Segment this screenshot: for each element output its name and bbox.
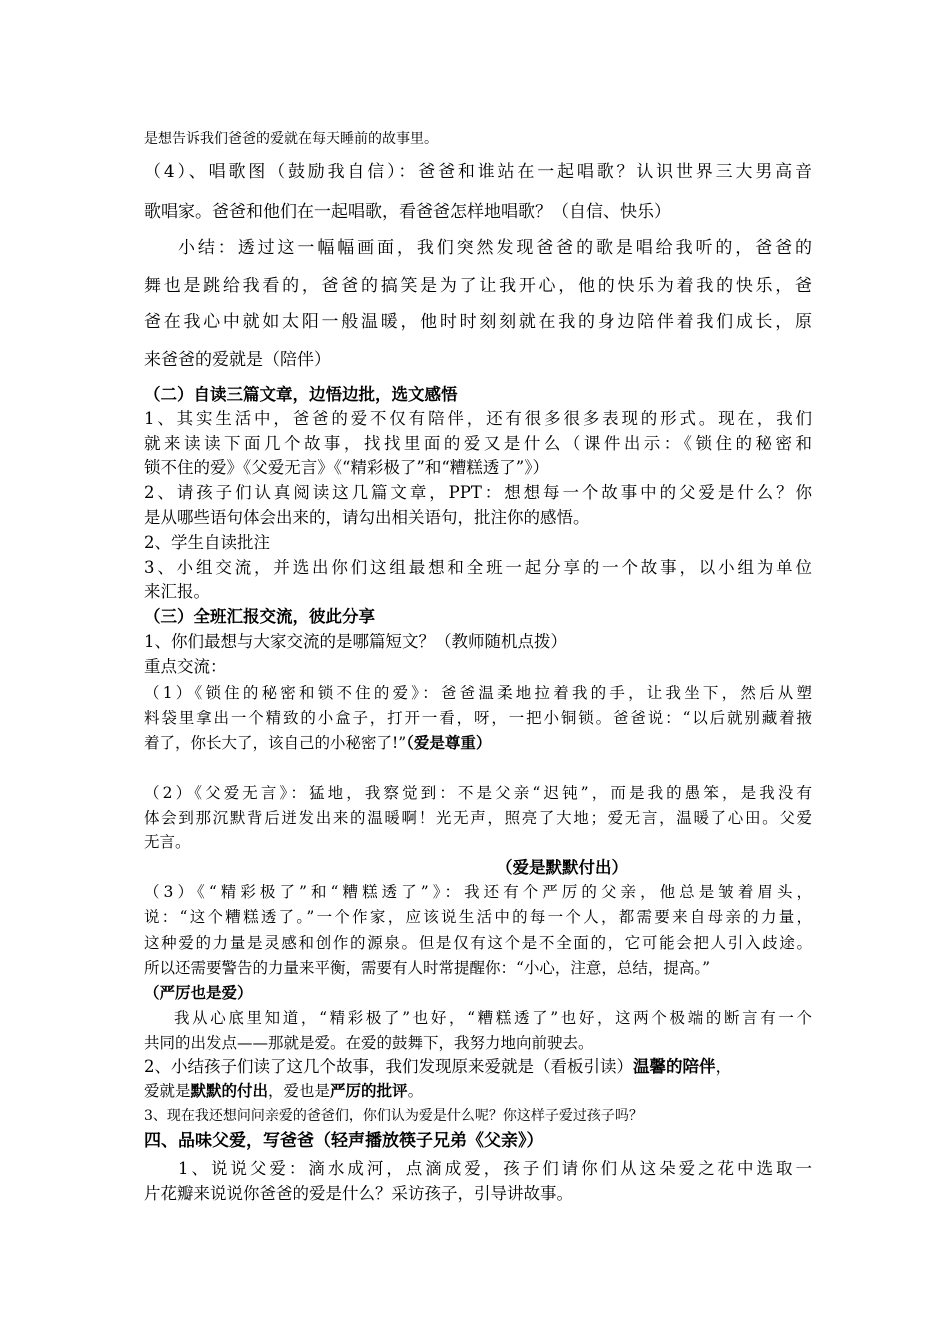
summary-keyword-companionship: 温馨的陪伴 [633,1057,716,1076]
summary-line-2: 舞也是跳给我看的，爸爸的搞笑是为了让我开心，他的快乐为着我的快乐，爸 [144,276,812,296]
singing-line-1: （4）、唱歌图（鼓励我自信）：爸爸和谁站在一起唱歌？认识世界三大男高音 [144,162,812,182]
story-3-tag: （严厉也是爱） [144,983,253,1002]
section-2-p2-line-1: 2、请孩子们认真阅读这几篇文章，PPT：想想每一个故事中的父爱是什么？你 [144,483,812,502]
section-2-p2-line-2: 是从哪些语句体会出来的，请勾出相关语句，批注你的感悟。 [144,508,590,527]
section-2-p1-line-1: 1、其实生活中，爸爸的爱不仅有陪伴，还有很多很多表现的形式。现在，我们 [144,409,812,428]
summary-line-4: 来爸爸的爱就是（陪伴） [144,350,331,370]
story-1-line-3: 着了，你长大了，该自己的小秘密了!”（爱是尊重） [144,733,492,752]
story-2-tag: （爱是默默付出） [496,858,628,877]
summary-keyword-strict-criticism: 严厉的批评 [330,1081,408,1100]
section-2-p3: 2、学生自读批注 [144,533,270,552]
story-1-line-1: （1）《锁住的秘密和锁不住的爱》：爸爸温柔地拉着我的手，让我坐下，然后从塑 [144,684,812,702]
singing-line-2: 歌唱家。爸爸和他们在一起唱歌，看爸爸怎样地唱歌？（自信、快乐） [144,202,671,222]
section-4-heading: 四、品味父爱，写爸爸（轻声播放筷子兄弟《父亲》） [144,1131,544,1151]
section-2-heading: （二）自读三篇文章，边悟边批，选文感悟 [144,385,458,404]
story-2-line-1: （2）《父爱无言》：猛地，我察觉到：不是父亲“迟钝”，而是我的愚笨，是我没有 [144,784,812,802]
section-2-p4-line-2: 来汇报。 [144,582,210,601]
story-2-line-2: 体会到那沉默背后迸发出来的温暖啊！光无声，照亮了大地；爱无言，温暖了心田。父爱 [144,809,812,827]
section-3-heading: （三）全班汇报交流，彼此分享 [144,607,375,626]
intro-line: 是想告诉我们爸爸的爱就在每天睡前的故事里。 [144,131,438,147]
section-3-focus: 重点交流： [144,657,227,676]
story-3-line-4: 所以还需要警告的力量来平衡，需要有人时常提醒你：“小心，注意，总结，提高。” [144,959,711,977]
section-4-p1-line-1: 1、说说父爱：滴水成河，点滴成爱，孩子们请你们从这朵爱之花中选取一 [178,1159,812,1178]
story-2-line-3: 无言。 [144,833,191,851]
section-3-q3: 3、现在我还想问问亲爱的爸爸们，你们认为爱是什么呢？你这样子爱过孩子吗？ [144,1108,643,1124]
story-3-para-line-1: 我从心底里知道，“精彩极了”也好，“糟糕透了”也好，这两个极端的断言有一个 [174,1009,812,1027]
section-3-summary-line-2: 爱就是默默的付出，爱也是严厉的批评。 [144,1081,424,1100]
story-1-line-2: 料袋里拿出一个精致的小盒子，打开一看，呀，一把小铜锁。爸爸说：“以后就别藏着掖 [144,709,812,727]
summary-line-1: 小结：透过这一幅幅画面，我们突然发现爸爸的歌是唱给我听的，爸爸的 [178,238,812,258]
story-3-line-3: 这种爱的力量是灵感和创作的源泉。但是仅有这个是不全面的，它可能会把人引入歧途。 [144,934,812,952]
section-2-p4-line-1: 3、小组交流，并选出你们这组最想和全班一起分享的一个故事，以小组为单位 [144,558,812,577]
summary-keyword-silent-giving: 默默的付出 [190,1081,269,1100]
section-3-summary-line-1: 2、小结孩子们读了这几个故事，我们发现原来爱就是（看板引读）温馨的陪伴， [144,1057,732,1076]
section-3-q1: 1、你们最想与大家交流的是哪篇短文？（教师随机点拨） [144,632,567,651]
story-3-line-2: 说：“这个糟糕透了。”一个作家，应该说生活中的每一个人，都需要来自母亲的力量， [144,908,812,926]
story-1-tag: （爱是尊重） [406,733,492,752]
section-2-p1-line-2: 就来读读下面几个故事，找找里面的爱又是什么（课件出示：《锁住的秘密和 [144,434,812,453]
story-3-line-1: （3）《“精彩极了”和“糟糕透了”》：我还有个严厉的父亲，他总是皱着眉头， [144,883,812,901]
section-2-p1-line-3: 锁不住的爱》《父爱无言》《“精彩极了”和“糟糕透了”》） [144,458,549,477]
summary-line-3: 爸在我心中就如太阳一般温暖，他时时刻刻就在我的身边陪伴着我们成长，原 [144,312,812,332]
story-3-para-line-2: 共同的出发点——那就是爱。在爱的鼓舞下，我努力地向前驶去。 [144,1034,594,1052]
section-4-p1-line-2: 片花瓣来说说你爸爸的爱是什么？采访孩子，引导讲故事。 [144,1184,573,1203]
